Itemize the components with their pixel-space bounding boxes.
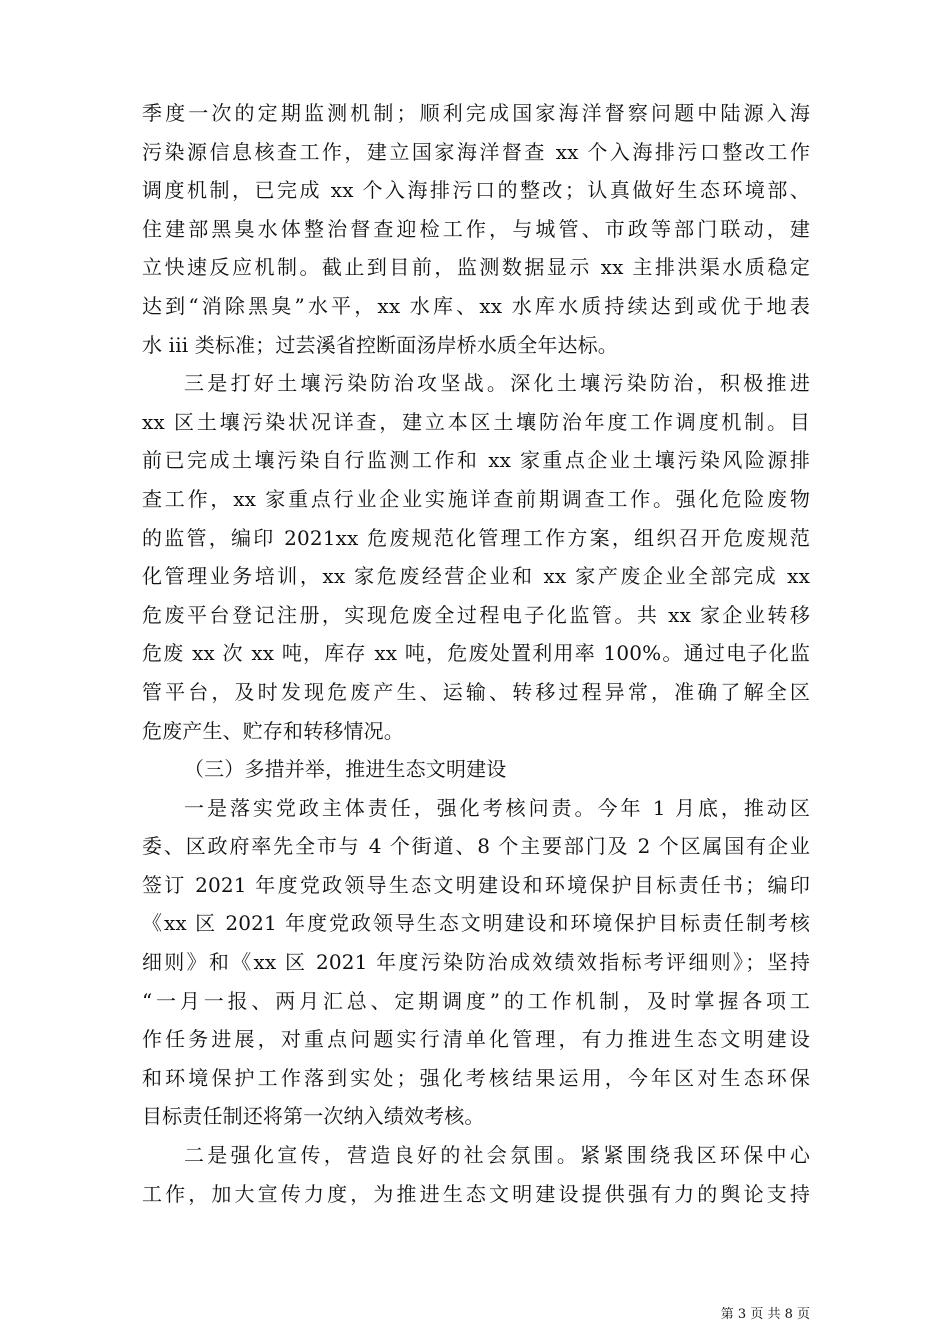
- document-body: [142, 94, 810, 1213]
- text-line: 危废 xx 次 xx 吨，库存 xx 吨，危废处置利用率 100%。通过电子化监: [142, 641, 810, 666]
- paragraph-start-line: 一是落实党政主体责任，强化考核问责。今年 1 月底，推动区: [184, 795, 810, 820]
- text-line: 管平台，及时发现危废产生、运输、转移过程异常，准确了解全区: [142, 679, 810, 704]
- paragraph-start-line: 二是强化宣传，营造良好的社会氛围。紧紧围绕我区环保中心: [184, 1143, 810, 1168]
- text-line: 和环境保护工作落到实处；强化考核结果运用，今年区对生态环保: [142, 1065, 810, 1090]
- text-line: 危废平台登记注册，实现危废全过程电子化监管。共 xx 家企业转移: [142, 602, 810, 627]
- paragraph-start-line: 三是打好土壤污染防治攻坚战。深化土壤污染防治，积极推进: [184, 371, 810, 396]
- text-line: 立快速反应机制。截止到目前，监测数据显示 xx 主排洪渠水质稳定: [142, 255, 810, 280]
- text-line: 污染源信息核查工作，建立国家海洋督查 xx 个入海排污口整改工作: [142, 139, 810, 164]
- text-line: 作任务进展，对重点问题实行清单化管理，有力推进生态文明建设: [142, 1027, 810, 1052]
- page-footer: [0, 1307, 950, 1323]
- section-heading: （三）多措并举，推进生态文明建设: [184, 757, 507, 782]
- text-line: 委、区政府率先全市与 4 个街道、8 个主要部门及 2 个区属国有企业: [142, 834, 810, 859]
- text-line: 达到“消除黑臭”水平，xx 水库、xx 水库水质持续达到或优于地表: [142, 293, 810, 318]
- text-line: 细则》和《xx 区 2021 年度污染防治成效绩效指标考评细则》；坚持: [142, 950, 810, 975]
- text-line: 《xx 区 2021 年度党政领导生态文明建设和环境保护目标责任制考核: [142, 911, 810, 936]
- text-line: 目标责任制还将第一次纳入绩效考核。: [142, 1104, 485, 1129]
- text-line: 工作，加大宣传力度，为推进生态文明建设提供强有力的舆论支持: [142, 1181, 810, 1206]
- text-line: 前已完成土壤污染自行监测工作和 xx 家重点企业土壤污染风险源排: [142, 448, 810, 473]
- text-line: 危废产生、贮存和转移情况。: [142, 718, 404, 743]
- text-line: 的监管，编印 2021xx 危废规范化管理工作方案，组织召开危废规范: [142, 525, 810, 550]
- text-line: 住建部黑臭水体整治督查迎检工作，与城管、市政等部门联动，建: [142, 216, 810, 241]
- text-line: 查工作，xx 家重点行业企业实施详查前期调查工作。强化危险废物: [142, 486, 810, 511]
- text-line: 化管理业务培训，xx 家危废经营企业和 xx 家产废企业全部完成 xx: [142, 564, 810, 589]
- text-line: 水 iii 类标准；过芸溪省控断面汤岸桥水质全年达标。: [142, 332, 618, 357]
- text-line: 签订 2021 年度党政领导生态文明建设和环境保护目标责任书；编印: [142, 872, 810, 897]
- text-line: “一月一报、两月汇总、定期调度”的工作机制，及时掌握各项工: [142, 988, 810, 1013]
- text-line: xx 区土壤污染状况详查，建立本区土壤防治年度工作调度机制。目: [142, 409, 810, 434]
- page-number: 第 3 页 共 8 页: [720, 1307, 810, 1322]
- text-line: 调度机制，已完成 xx 个入海排污口的整改；认真做好生态环境部、: [142, 178, 810, 203]
- text-line: 季度一次的定期监测机制；顺利完成国家海洋督察问题中陆源入海: [142, 101, 810, 125]
